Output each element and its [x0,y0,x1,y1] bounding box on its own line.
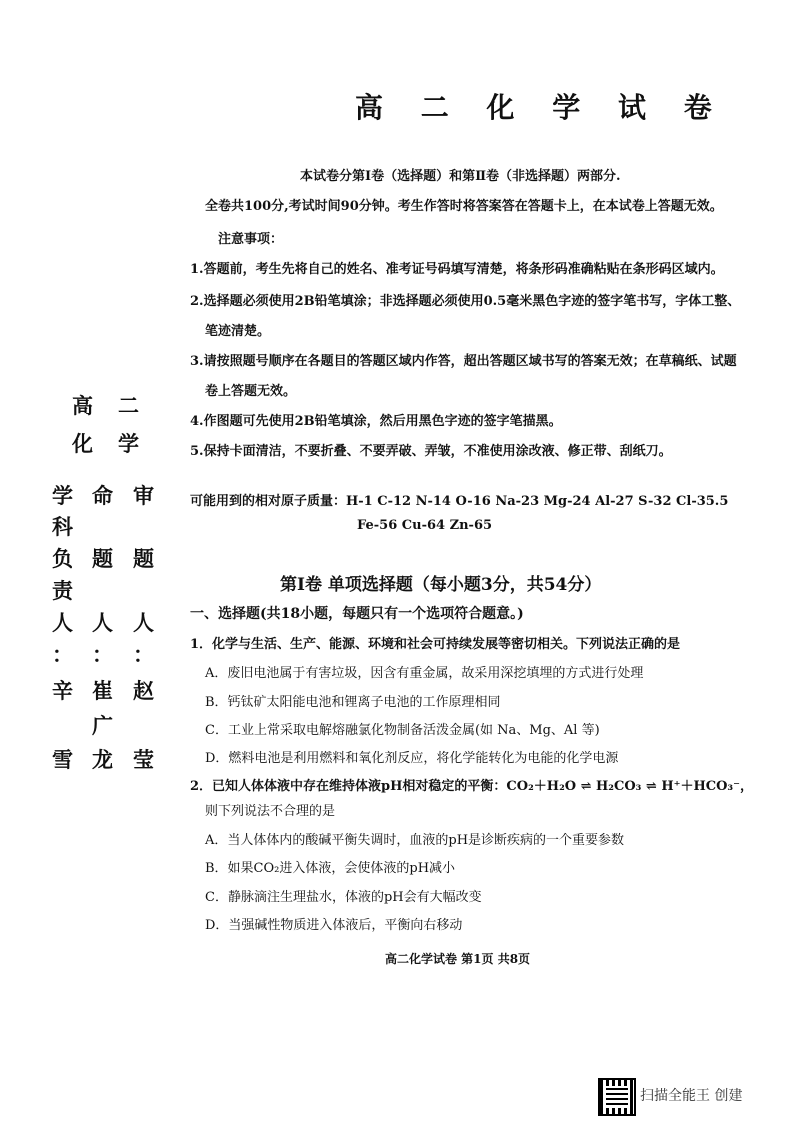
atomic-mass-line: 可能用到的相对原子质量：H-1 C-12 N-14 O-16 Na-23 Mg-24 Al-27 S-32 Cl-35.5 [190,494,729,509]
sidebar-col2-char: 龙 [92,747,113,772]
sidebar-col1-char: 雪 [52,747,73,772]
sidebar-col2-char: 人 [92,610,113,635]
sidebar-col2-char: 题 [92,546,113,571]
sidebar-col3-char: ： [133,642,154,667]
page-footer: 高二化学试卷 第1页 共8页 [385,952,531,966]
question-option: B．钙钛矿太阳能电池和锂离子电池的工作原理相同 [205,695,501,710]
notes-heading: 注意事项： [218,232,284,247]
atomic-mass-line: Fe-56 Cu-64 Zn-65 [357,518,493,533]
question-stem: 2．已知人体体液中存在维持体液pH相对稳定的平衡：CO₂＋H₂O ⇌ H₂CO₃ ⇌ H⁺＋HCO₃⁻， [190,779,753,794]
note-item: 卷上答题无效。 [205,384,297,399]
sidebar-col2-char: 命 [92,483,113,508]
question-stem: 1．化学与生活、生产、能源、环境和社会可持续发展等密切相关。下列说法正确的是 [190,637,681,652]
note-item: 笔迹清楚。 [205,324,271,339]
note-item: 2.选择题必须使用2B铅笔填涂；非选择题必须使用0.5毫米黑色字迹的签字笔书写，字体工整、 [190,294,741,309]
sidebar-col1-char: ： [52,642,73,667]
sidebar-col3-char: 赵 [133,678,154,703]
page-title: 高 二 化 学 试 卷 [355,91,726,124]
sidebar-col1-char: 科 [52,514,73,539]
sidebar-col3-char: 人 [133,610,154,635]
question-option: C．静脉滴注生理盐水，体液的pH会有大幅改变 [205,890,482,905]
sidebar-grade: 二 [118,393,139,418]
question-option: C．工业上常采取电解熔融氯化物制备活泼金属(如 Na、Mg、Al 等) [205,723,600,738]
part-heading: 一、选择题(共18小题，每题只有一个选项符合题意。) [190,606,524,622]
sidebar-col1-char: 学 [52,483,73,508]
scanner-watermark: 扫描全能王 创建 [640,1088,743,1104]
question-stem: 则下列说法不合理的是 [205,804,336,819]
sidebar-col3-char: 莹 [133,747,154,772]
question-option: A．废旧电池属于有害垃圾，因含有重金属，故采用深挖填埋的方式进行处理 [205,666,644,681]
sidebar-col1-char: 责 [52,578,73,603]
intro-line: 本试卷分第Ⅰ卷（选择题）和第Ⅱ卷（非选择题）两部分. [300,169,621,184]
note-item: 1.答题前，考生先将自己的姓名、准考证号码填写清楚，将条形码准确粘贴在条形码区域内。 [190,262,724,277]
note-item: 4.作图题可先使用2B铅笔填涂，然后用黑色字迹的签字笔描黑。 [190,414,562,429]
sidebar-grade: 高 [72,393,93,418]
sidebar-col3-char: 题 [133,546,154,571]
sidebar-col2-char: ： [92,642,113,667]
sidebar-subject: 学 [118,431,139,456]
sidebar-col1-char: 辛 [52,678,73,703]
question-option: A．当人体体内的酸碱平衡失调时，血液的pH是诊断疾病的一个重要参数 [205,833,625,848]
sidebar-col2-char: 广 [92,713,113,738]
sidebar-col1-char: 负 [52,546,73,571]
section-title: 第Ⅰ卷 单项选择题（每小题3分，共54分） [280,575,602,595]
question-option: D．燃料电池是利用燃料和氧化剂反应，将化学能转化为电能的化学电源 [205,751,619,766]
question-option: D．当强碱性物质进入体液后，平衡向右移动 [205,918,463,933]
qr-code-icon [598,1078,636,1116]
sidebar-col3-char: 审 [133,483,154,508]
sidebar-col2-char: 崔 [92,678,113,703]
note-item: 5.保持卡面清洁，不要折叠、不要弄破、弄皱，不准使用涂改液、修正带、刮纸刀。 [190,444,672,459]
question-option: B．如果CO₂进入体液，会使体液的pH减小 [205,861,456,876]
sidebar-col1-char: 人 [52,610,73,635]
note-item: 3.请按照题号顺序在各题目的答题区域内作答，超出答题区域书写的答案无效；在草稿纸、试题 [190,354,737,369]
sidebar-subject: 化 [72,431,93,456]
intro-line: 全卷共100分,考试时间90分钟。考生作答时将答案答在答题卡上，在本试卷上答题无效。 [205,199,723,214]
